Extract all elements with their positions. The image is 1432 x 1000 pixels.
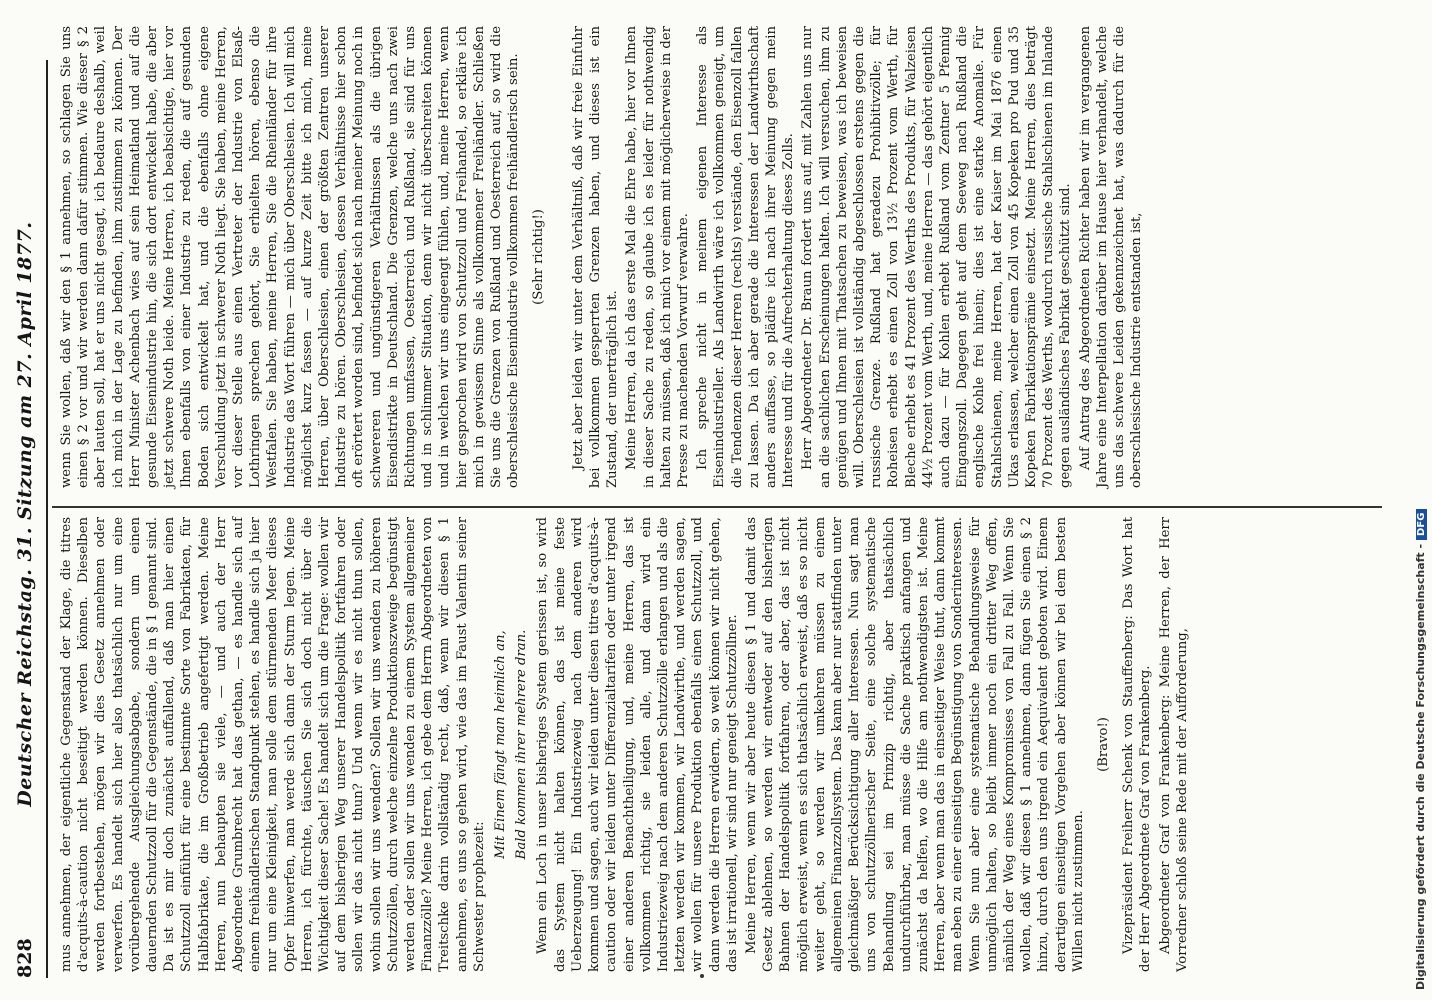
dfg-logo-badge: DFG (1416, 509, 1427, 540)
right-column (58, 26, 1147, 488)
paragraph: Jetzt aber leiden wir unter dem Verhältniß, daß wir freie Einfuhr bei vollkommen gesperrten Grenzen haben, und dieses ist ein Zustand, der unerträglich ist. (570, 26, 621, 488)
column-divider (52, 506, 1382, 508)
digitization-text: Digitalisierung gefördert durch die Deutsche Forschungsgemeinschaft - (1414, 543, 1427, 990)
paragraph: Auf Antrag des Abgeordneten Richter haben wir im vergangenen Jahre eine Interpellation darüber im Hause hier verhandelt, welche uns das schwere Leiden gekennzeichnet hat, was dadurch für die oberschlesische Industrie entstanden ist, (1077, 26, 1145, 488)
verse-line: Mit Einem fängt man heimlich an, (493, 630, 509, 859)
page-number: 828 (14, 938, 36, 978)
paragraph: Wenn ein Loch in unser bisheriges System gerissen ist, so wird das System nicht halten können, das ist meine feste Ueberzeugung! Ein Industriezweig nach dem anderen wird kommen und sagen, auch wir leiden unter diesen titres d'acquits-à-caution oder wir leiden unter Differenzialtarifen oder unter irgend einer anderen Benachtheiligung, und, meine Herren, das ist vollkommen richtig, sie leiden alle, und dann wird ein Industriezweig nach dem anderen Schutzzölle erlangen und als die letzten werden wir kommen, wir Landwirthe, und werden sagen, wir wollen für unsere Produktion ebenfalls einen Schutzzoll, und dann werden die Herren erwidern, so weit können wir nicht gehen, das ist irrationell, wir sind nur geneigt Schutzzöllner. (535, 517, 740, 972)
paragraph: Abgeordneter Graf von Frankenberg: Meine Herren, der Herr Vorredner schloß seine Rede mit der Aufforderung, (1157, 517, 1190, 972)
verse-line: Bald kommen ihrer mehrere dran. (514, 629, 530, 860)
paragraph: Meine Herren, wenn wir aber heute diesen § 1 und damit das Gesetz ablehnen, so werden wir entweder auf den bisherigen Bahnen der Handelspolitik fortfahren, oder aber, das ist nicht möglich erweist, wenn es sich thatsächlich erweist, daß es so nicht weiter geht, so werden wir umkehren müssen zu einem allgemeinen Finanzzollsystem. Das kann aber nur stattfinden unter gleichmäßiger Berücksichtigung aller Interessen. Nun sagt man uns von schutzzöllnerischer Seite, eine solche systematische Behandlung sei im Prinzip richtig, aber thatsächlich undurchführbar, man müsse die Sache praktisch anfangen und zunächst da helfen, wo die Hilfe am nothwendigsten ist. Meine Herren, aber wenn man das in einseitiger Weise thut, dann kommt man eben zu einer einseitigen Begünstigung von Sonderinteressen. Wenn Sie nun aber eine systematische Behandlungsweise für unmöglich halten, so bleibt immer noch ein dritter Weg offen, nämlich der Weg eines Kompromisses von Fall zu Fall. Wenn Sie wollen, daß wir diesen § 1 annehmen, dann fügen Sie einen § 2 hinzu, durch den uns irgend ein Aequivalent geboten wird. Einem derartigen einseitigen Vorgehen aber können wir bei dem besten Willen nicht zustimmen. (743, 517, 1086, 972)
paragraph: Ich spreche nicht in meinem eigenen Interesse als Eisenindustrieller. Als Landwirth wäre ich vollkommen geneigt, um die Tendenzen dieser Herren (rechts) verstände, den Eisenzoll fallen zu lassen. Da ich aber gerade die Interessen der Landwirthschaft anders auffasse, so plädire ich nach ihrer Meinung gegen mein Interesse und für die Aufrechterhaltung dieses Zolls. (695, 26, 797, 488)
paragraph: wenn Sie wollen, daß wir den § 1 annehmen, so schlagen Sie uns einen § 2 vor und wir werden dann dafür stimmen. Wie dieser § 2 aber lauten soll, hat er uns nicht gesagt, ich bedaure deshalb, weil ich mich in der Lage zu befinden, ihm zustimmen zu können. Der Herr Minister Achenbach wies auf sein Heimatland und auf die gesunde Eisenindustrie hin, die sich dort entwickelt habe, die aber jetzt schwere Noth leide. Meine Herren, ich beabsichtige, hier vor Ihnen ebenfalls von einer Industrie zu reden, die auf gesunden Boden sich entwickelt hat, und die ebenfalls ohne eigene Verschuldung jetzt in schwerer Noth liegt. Sie haben, meine Herren, vor dieser Stelle aus einen Vertreter der Industrie von Elsaß-Lothringen sprechen gehört, Sie erhielten hören, ebenso die Westfalen. Sie haben, meine Herren, Sie die Rheinländer für ihre Industrie das Wort führen — mich über Oberschlesien. Ich will mich möglichst kurz fassen — auf kurze Zeit bitte ich mich, meine Herren, über Oberschlesien, einen der größten Zentren unserer Industrie zu hören. Oberschlesien, dessen Verhältnisse hier schon oft erörtert worden sind, befindet sich nach meiner Meinung noch in schwereren und ungünstigeren Verhältnissen als die übrigen Eisendistrikte in Deutschland. Die Grenzen, welche uns nach zwei Richtungen umfassen, Oesterreich und Rußland, sie sind für uns und in schlimmer Situation, denn wir nicht überschreiten können und in welchen wir uns eingeengt fühlen, und, meine Herren, wenn hier gesprochen wird von Schutzzoll und Freihandel, so erkläre ich mich in gewissem Sinne als vollkommener Freihändler. Schließen Sie uns die Grenzen von Rußland und Oesterreich auf, so wird die oberschlesische Eisenindustrie vollkommen freihändlerisch sein. (59, 26, 522, 488)
interjection: (Bravo!) (1095, 717, 1111, 772)
interjection: (Sehr richtig!) (531, 209, 547, 305)
page-header (14, 60, 44, 978)
paragraph: mus annehmen, der eigentliche Gegenstand der Klage, die titres d'acquits-à-caution nicht beseitigt werden können. Dieselben werden fortbestehen, mögen wir dies Gesetz annehmen oder verwerfen. Es handelt sich hier also thatsächlich nur um eine vorübergehende Ausgleichungsabgabe, sondern um einen dauernden Schutzzoll für die Gegenstände, die in § 1 genannt sind. Da ist es mir doch zunächst auffallend, daß man hier einen Schutzzoll einführt für eine bestimmte Sorte von Fabrikaten, für Halbfabrikate, die im Großbetrieb angefertigt werden. Meine Herren, nun behaupten sie viele, — und auch der Herr Abgeordnete Grumbrecht hat das gethan, — es handle sich auf einem freihändlerischen Standpunkt stehen, es handle sich ja hier nur um eine Kleinigkeit, man solle dem stürmenden Meer dieses Opfer hinwerfen, man werde sich dann der Sturm legen. Meine Herren, ich fürchte, täuschen Sie sich doch nicht über die Wichtigkeit dieser Sache! Es handelt sich um die Frage: wollen wir auf dem bisherigen Weg unserer Handelspolitik fortfahren oder sollen wir das nicht thun? Und wenn wir es nicht thun sollen, wohin sollen wir uns wenden? Sollen wir uns wenden zu höheren Schutzzöllen, durch welche einzelne Produktionszweige begünstigt werden oder sollen wir uns wenden zu einem System allgemeiner Finanzzölle? Meine Herren, ich gebe dem Herrn Abgeordneten von Treitschke darin vollständig recht, daß, wenn wir diesen § 1 annehmen, es uns so gehen wird, wie das im Faust Valentin seiner Schwester prophezeit: (59, 517, 487, 972)
paragraph: Vizepräsident Freiherr Schenk von Stauffenberg: Das Wort hat der Herr Abgeordnete Graf von Frankenberg. (1121, 517, 1154, 972)
paragraph: Herr Abgeordneter Dr. Braun fordert uns auf, mit Zahlen uns nur an die sachlichen Erscheinungen halten. Ich will versuchen, ihm zu genügen und Ihnen mit Thatsachen zu beweisen, was ich beweisen will. Oberschlesien ist vollständig abgeschlossen erstens gegen die russische Grenze. Rußland hat geradezu Prohibitivzölle; für Roheisen erhebt es einen Zoll von 13½ Prozent vom Werth, für Bleche erhebt es 41 Prozent des Werths des Produkts, für Walzeisen 44½ Prozent vom Werth, und, meine Herren — das gehört eigentlich auch dazu — für Kohlen erhebt Rußland vom Zentner 5 Pfennig Eingangszoll. Dagegen geht auf dem Seeweg nach Rußland die englische Kohle frei hinein; dies ist eine starke Anomalie. Für Stahlschienen, meine Herren, hat der Kaiser im Mai 1876 einen Ukas erlassen, welcher einen Zoll von 45 Kopeken pro Pud und 35 Kopeken Fabrikationsprämie einsetzt. Meine Herren, dies beträgt 70 Prozent des Werths, wodurch russische Stahlschienen im Inlande gegen ausländisches Fabrikat geschützt sind. (800, 26, 1074, 488)
paragraph: Meine Herren, da ich das erste Mal die Ehre habe, hier vor Ihnen in dieser Sache zu reden, so glaube ich es leider für nothwendig halten zu müssen, daß ich mich vor einem mit möglicherweise in der Presse zu machenden Vorwurf verwahre. (624, 26, 691, 488)
scan-speck (700, 974, 704, 978)
page-title: Deutscher Reichstag. 31. Sitzung am 27. April 1877. (14, 221, 36, 807)
digitization-note (1410, 0, 1432, 1000)
left-column (58, 517, 1193, 972)
spacer (556, 26, 570, 488)
header-rule (46, 60, 48, 978)
